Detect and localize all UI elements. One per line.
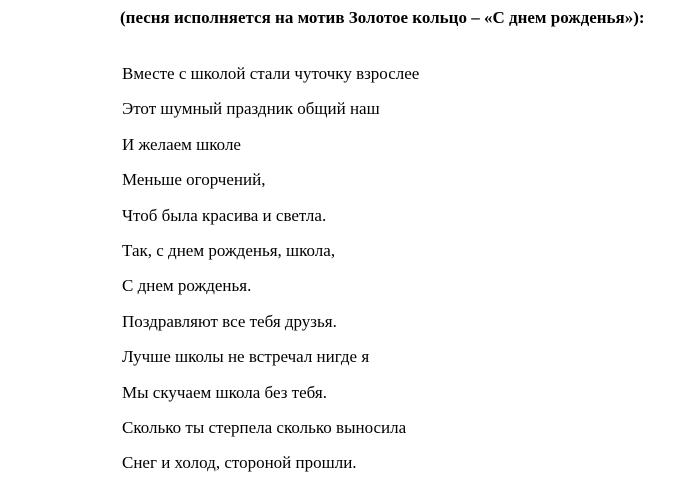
lyric-line: Сколько ты стерпела сколько выносила bbox=[122, 417, 407, 437]
lyric-line: Поздравляют все тебя друзья. bbox=[122, 311, 337, 331]
lyric-line: Чтоб была красива и светла. bbox=[122, 205, 327, 225]
lyric-line: Так, с днем рожденья, школа, bbox=[122, 240, 336, 260]
lyric-line: Мы скучаем школа без тебя. bbox=[122, 382, 327, 402]
lyric-line: С днем рожденья. bbox=[122, 276, 252, 296]
song-lyrics bbox=[122, 64, 419, 489]
lyric-line: Снег и холод, стороной прошли. bbox=[122, 453, 357, 473]
song-intro: (песня исполняется на мотив Золотое кольцо – «С днем рожденья»): bbox=[120, 8, 645, 27]
lyric-line: И желаем школе bbox=[122, 134, 241, 154]
lyric-line: Лучше школы не встречал нигде я bbox=[122, 347, 370, 367]
lyric-line: Меньше огорчений, bbox=[122, 170, 266, 190]
lyric-line: Этот шумный праздник общий наш bbox=[122, 99, 380, 119]
lyric-line: Вместе с школой стали чуточку взрослее bbox=[122, 64, 420, 83]
